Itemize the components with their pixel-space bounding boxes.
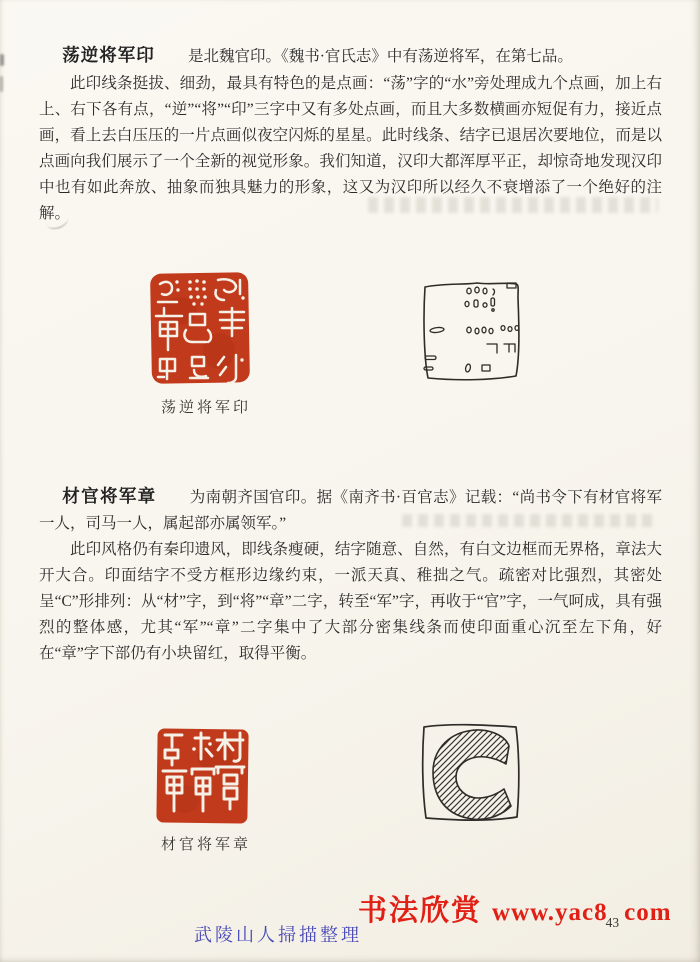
bleedthrough-ghost [368, 197, 658, 213]
section-2-body: 此印风格仍有秦印遗风，即线条瘦硬，结字随意、自然，有白文边框而无界格，章法大开大合。印面结字不受方框形边缘约束，一派天真、稚拙之气。疏密对比强烈，其密处呈“C”形排列：从“材”字，到“将”“章”二字，转至“军”字，再收于“官”字，一气呵成，具有强烈的整体感，尤其“军”“章”二字集中了大部分密集线条而使印面重心沉至左下角，好在“章”字下部仍有小块留红，取得平衡。 [39, 541, 662, 662]
section-1-heading [39, 42, 662, 70]
bleedthrough-ghost [402, 514, 656, 527]
seal-caption-2: 材官将军章 [161, 837, 252, 853]
seal-caption-1: 荡逆将军印 [161, 400, 252, 416]
page-number: 43 [605, 915, 620, 930]
seal-2-graphic [155, 727, 250, 825]
watermark-cn-text: 书法欣赏 [358, 895, 483, 927]
section-1-intro: 是北魏官印。《魏书·官氏志》中有荡逆将军，在第七品。 [188, 48, 573, 65]
section-2-intro: 为南朝齐国官印。据《南齐书·百官志》记载：“尚书令下有材官将军一人，司马一人，属起部亦属领军。” [39, 489, 662, 532]
watermark-url-prefix: www.yac8 [492, 899, 608, 926]
watermark-red [358, 888, 672, 929]
seal-impression-dangni-jiangjun-yin [149, 271, 251, 385]
seal-diagram-dot-strokes [411, 276, 523, 386]
section-2-heading [39, 483, 662, 537]
diagram-2-graphic [411, 718, 525, 829]
seal-1-graphic [149, 271, 251, 385]
seal-impression-caiguan-jiangjun-zhang [155, 727, 250, 825]
seal-diagram-c-shape [411, 718, 525, 829]
section-1-body: 此印线条挺拔、细劲，最具有特色的是点画：“荡”字的“水”旁处理成九个点画，加上右上、右下各有点，“逆”“将”“印”三字中又有多处点画，而且大多数横画亦短促有力，接近点画，看上去白压压的一片点画似夜空闪烁的星星。此时线条、结字已退居次要地位，而是以点画向我们展示了一个全新的视觉形象。我们知道，汉印大都浑厚平正，却惊奇地发现汉印中也有如此奔放、抽象而独具魅力的形象，这又为汉印所以经久不衰增添了一个绝好的注解。 [39, 75, 662, 222]
scan-smudge [0, 76, 3, 92]
watermark-blue: 武陵山人掃描整理 [194, 925, 362, 945]
section-1-title: 荡逆将军印 [62, 45, 155, 65]
section-2-title: 材官将军章 [62, 486, 157, 506]
scan-smudge [0, 54, 4, 66]
diagram-1-graphic [411, 276, 523, 386]
watermark-url-suffix: com [624, 899, 672, 926]
